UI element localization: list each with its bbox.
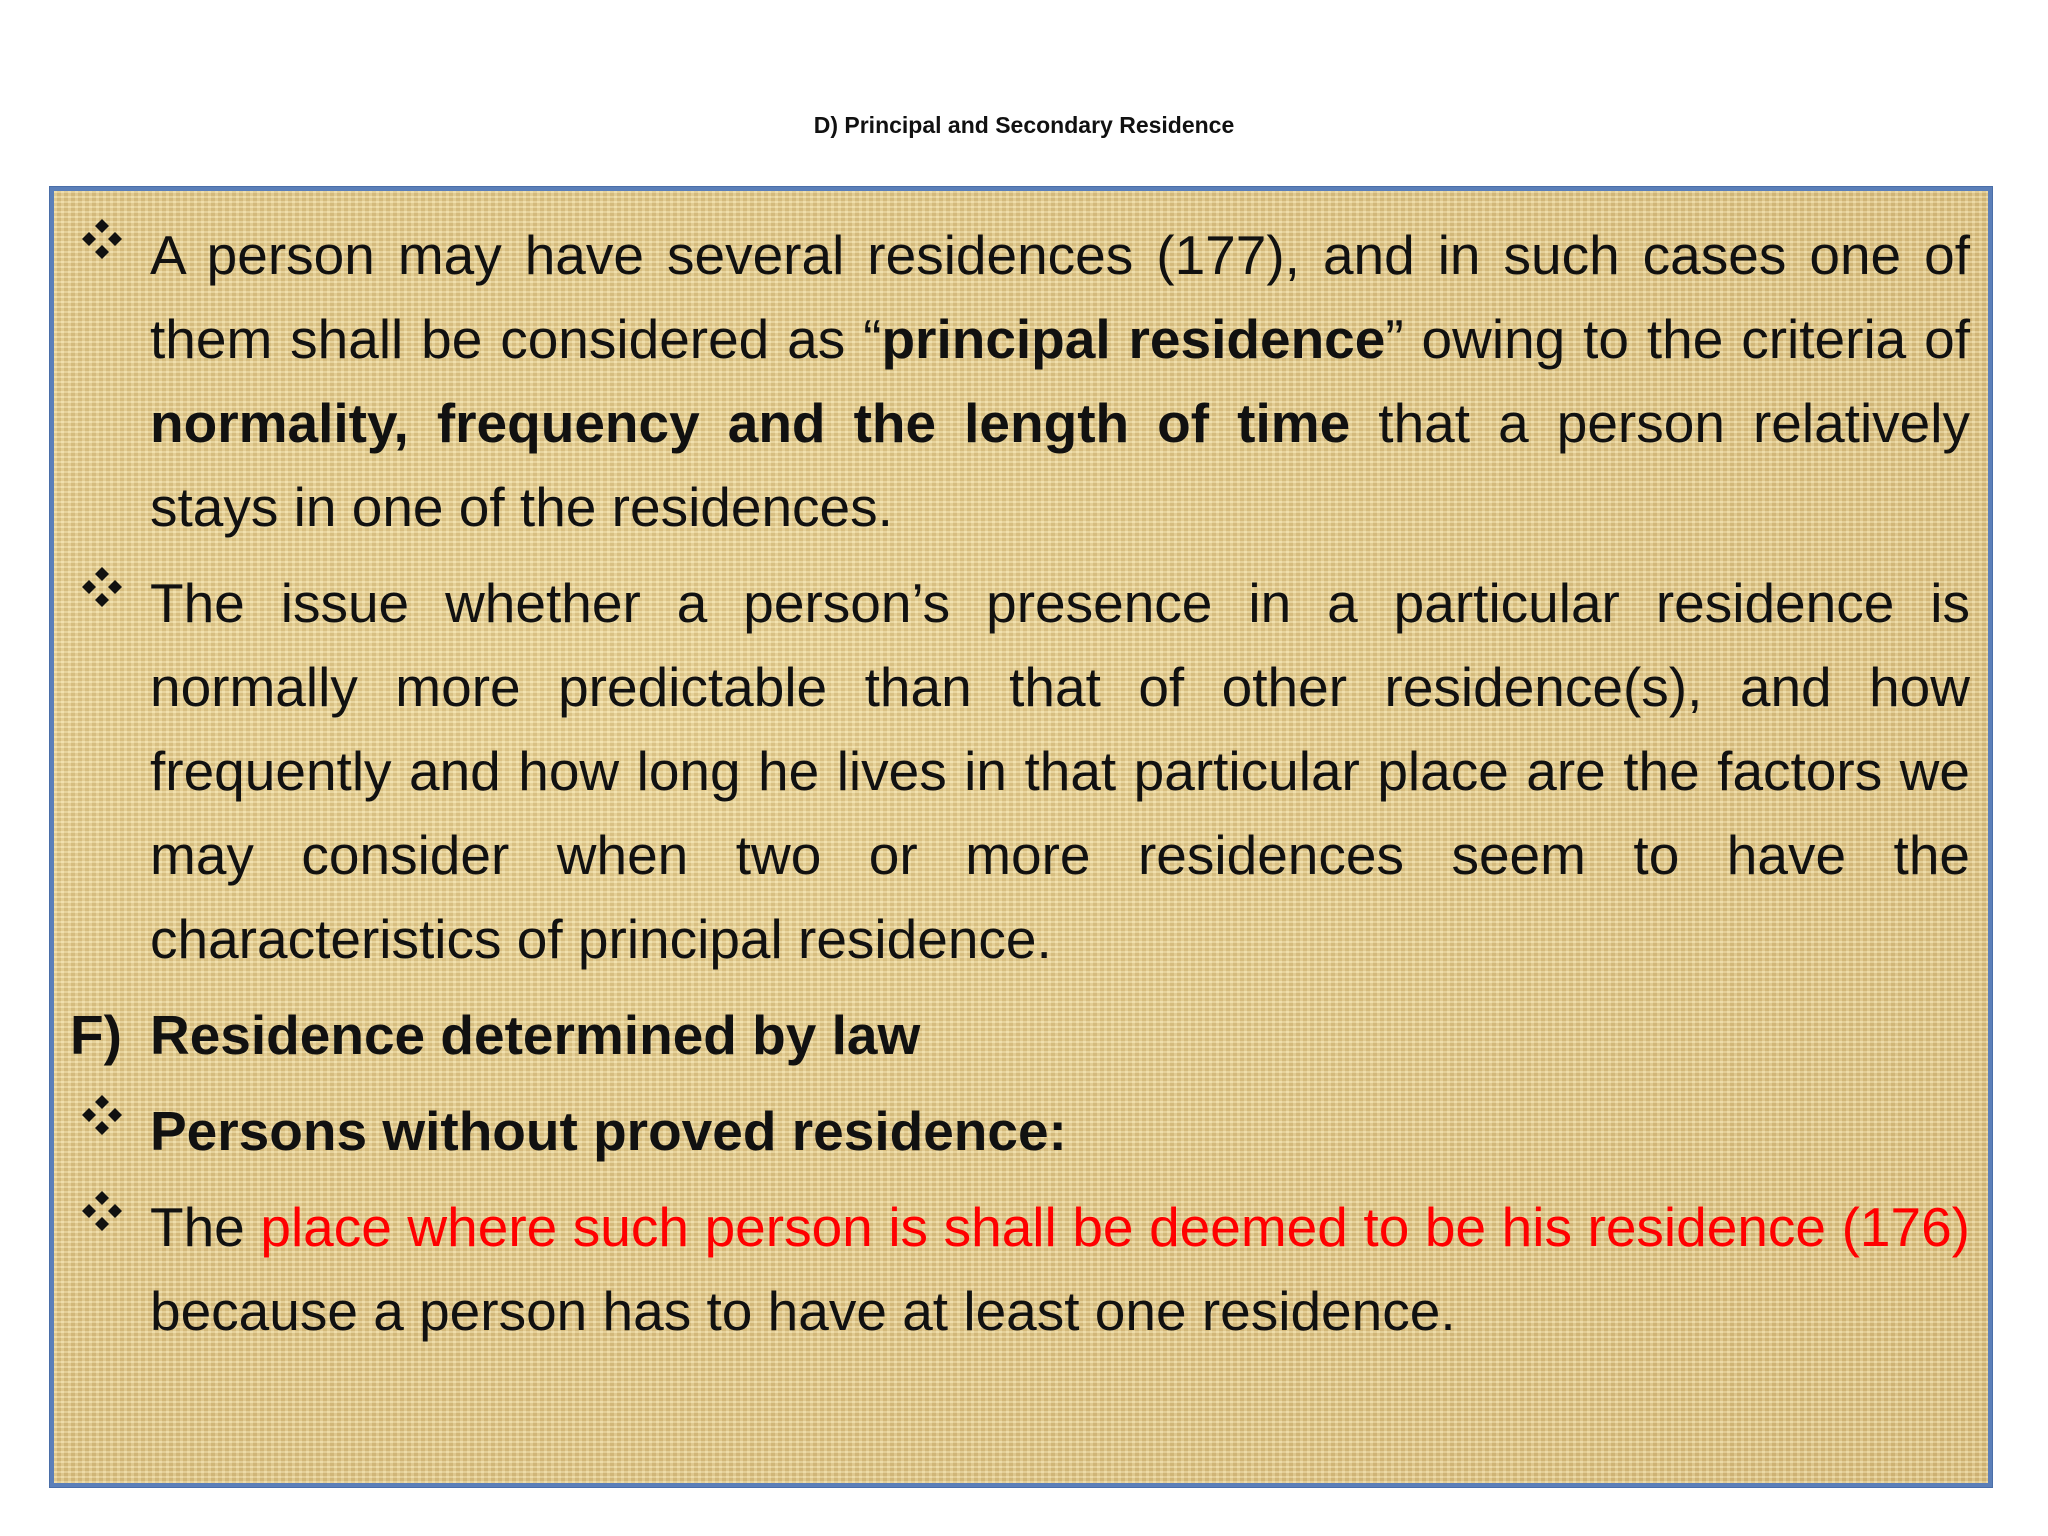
content-panel [50,187,1992,1487]
content-body [70,213,1970,1365]
section-heading-text: Residence determined by law [150,1004,921,1066]
bullet-item-deemed-residence [70,1185,1970,1353]
paragraph-text: The issue whether a person’s presence in a particular residence is normally more predictable than that of other residence(s), and how frequently and how long he lives in that particular place are the factors we may consider when two or more residences seem to have the characteristics of principal residence. [150,572,1970,970]
four-diamond-bullet-icon [80,1185,132,1269]
four-diamond-bullet-icon [80,561,132,645]
highlighted-text: place where such person is shall be deemed to be his residence (176) [260,1196,1970,1258]
four-diamond-bullet-icon [80,1089,132,1173]
bullet-item-without-residence [70,1089,1970,1173]
paragraph-text: ” owing to the criteria of [1385,308,1971,370]
paragraph-text: because a person has to have at least one residence. [150,1280,1456,1342]
paragraph-text: The [150,1196,261,1258]
emphasis-criteria: normality, frequency and the length of time [150,392,1351,454]
slide-title: D) Principal and Secondary Residence [813,112,1235,138]
four-diamond-bullet-icon [80,213,132,297]
bullet-item-principal-residence [70,213,1970,549]
section-label: F) [70,1004,122,1066]
section-heading [70,993,1970,1077]
paragraph-text: that a person relatively stays in one of the residences. [150,392,1970,538]
subheading-text: Persons without proved residence: [150,1100,1067,1162]
emphasis-principal-residence: principal residence [881,308,1386,370]
paragraph-text: A person may have several residences (177), and in such cases one of them shall be considered as “ [150,224,1970,370]
bullet-item-predictability [70,561,1970,981]
